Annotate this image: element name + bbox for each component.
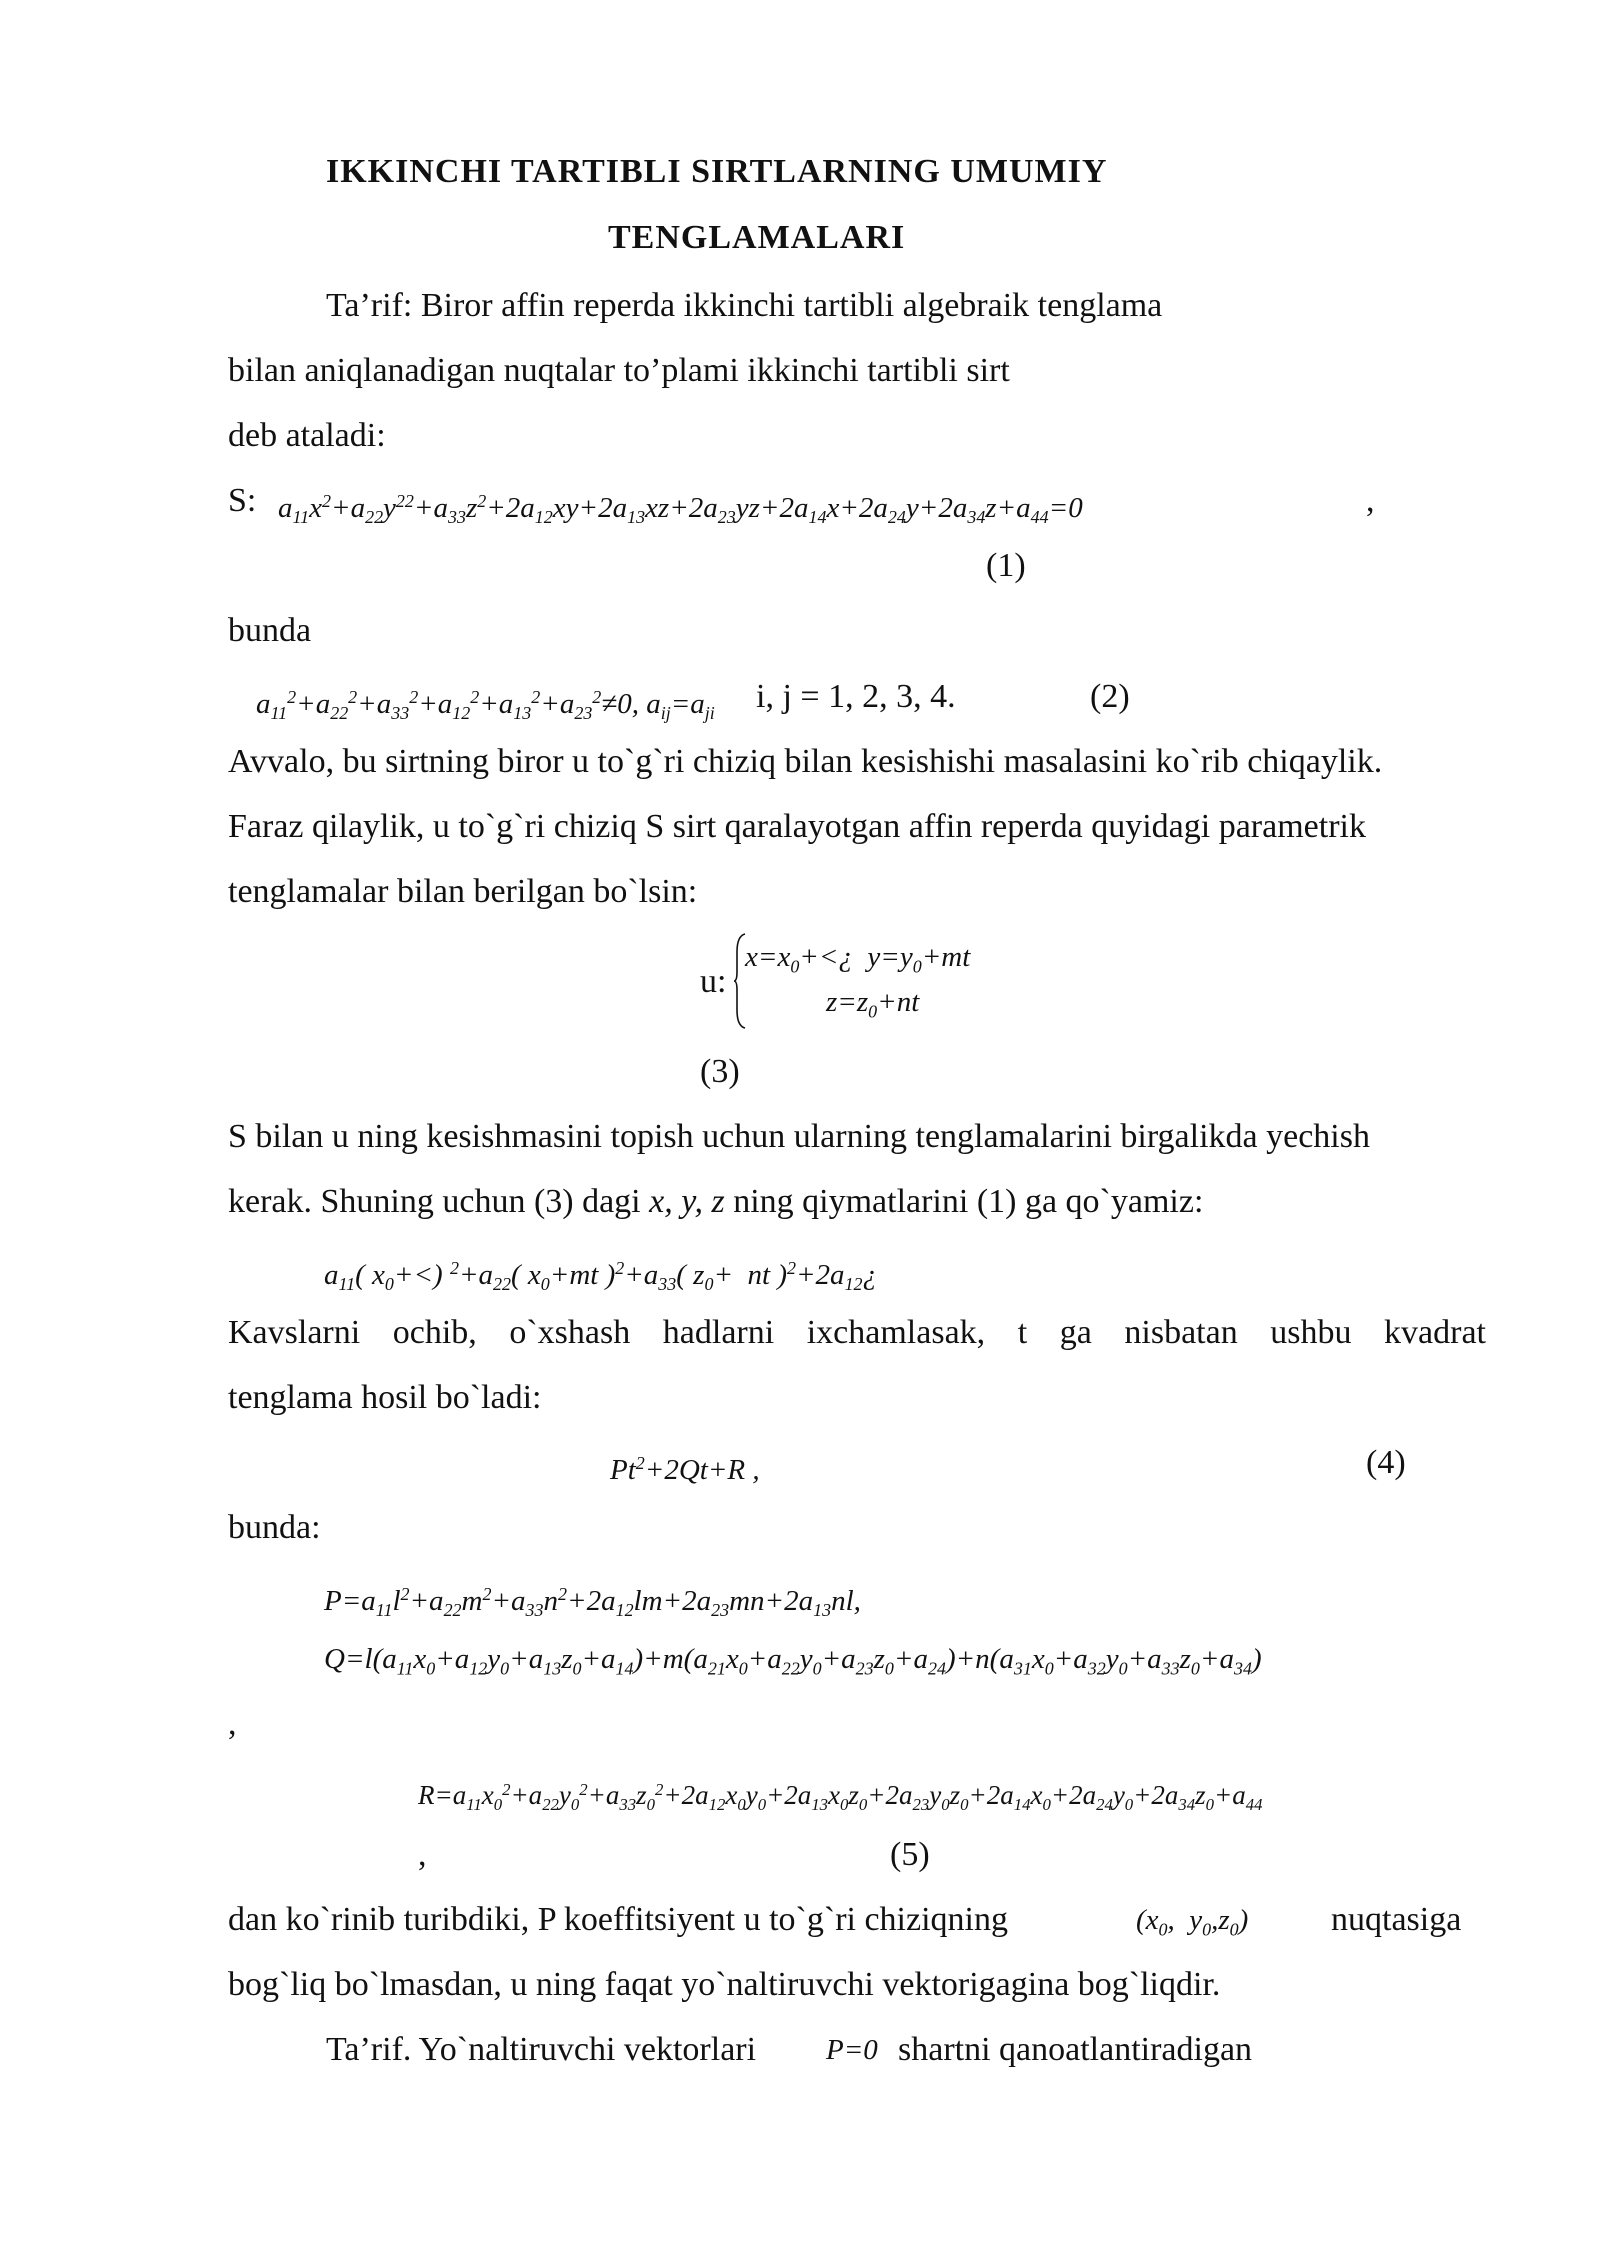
definition-2-end: shartni qanoatlantiradigan — [898, 2031, 1253, 2068]
definition-line-1: Ta’rif: Biror affin reperda ikkinchi tartibli algebraik tenglama — [326, 287, 1163, 324]
paragraph-2-line-2-start: kerak. Shuning uchun (3) dagi — [228, 1183, 650, 1220]
substitution-formula: $a_{11}$( $x_0+<$) $^2+a_{22}$( $x_0+mt$ )$^2+a_{33}$( $z_0+$ nt )$^2+2a_{12}¿$ — [324, 1258, 878, 1295]
equation-1-label: S: — [228, 482, 257, 519]
equation-4-number: (4) — [1366, 1444, 1406, 1481]
paragraph-2-line-2-end: ning qiymatlarini (1) ga qo`yamiz: — [724, 1183, 1204, 1220]
equation-1-number: (1) — [986, 547, 1026, 584]
equation-5-number: (5) — [890, 1836, 930, 1873]
equation-3-number: (3) — [700, 1053, 740, 1090]
point-coordinates: ($x_0$, $y_0,z_0$) — [1136, 1904, 1249, 1940]
bunda-label: bunda — [228, 612, 312, 649]
paragraph-3-line-1: Kavslarni ochib, o`xshash hadlarni ixchamlasak, t ga nisbatan ushbu kvadrat — [228, 1314, 1486, 1351]
paragraph-1-line-1: Avvalo, bu sirtning biror u to`g`ri chiziq bilan kesishishi masalasini ko`rib chiqaylik. — [228, 743, 1383, 780]
equation-2-tail: i, j = 1, 2, 3, 4. — [756, 678, 956, 715]
definition-line-2: bilan aniqlanadigan nuqtalar to’plami ikkinchi tartibli sirt — [228, 352, 1010, 389]
paragraph-2-line-2 — [228, 1182, 1203, 1222]
equation-1-formula: $a_{11}x^2+a_{22}y^{22}+a_{33}z^2+2a_{12}xy+2a_{13}xz+2a_{23}yz+2a_{14}x+2a_{24}y+2a_{34}z+a_{44}=0$ — [278, 491, 1083, 528]
definition-2-start: Ta’rif. Yo`naltiruvchi vektorlari — [326, 2031, 757, 2068]
paragraph-2-variables: x, y, z — [649, 1183, 725, 1220]
equation-p: $P=a_{11}l^2+a_{22}m^2+a_{33}n^2+2a_{12}lm+2a_{23}mn+2a_{13}nl$, — [324, 1584, 861, 1621]
title-line-1: IKKINCHI TARTIBLI SIRTLARNING UMUMIY — [326, 153, 1108, 190]
equation-3-row-1: $x=x_0+<¿$ $y=y_0+mt$ — [745, 941, 971, 977]
equation-4-formula: $Pt^2+2Qt+R$ , — [610, 1453, 760, 1486]
paragraph-4-line-1-start: dan ko`rinib turibdiki, P koeffitsiyent u to`g`ri chiziqning — [228, 1901, 1008, 1938]
equation-q-comma: , — [228, 1705, 237, 1742]
equation-3-label: u: — [700, 963, 727, 1000]
paragraph-3-line-2: tenglama hosil bo`ladi: — [228, 1379, 542, 1416]
equation-q: $Q=l(a_{11}x_0+a_{12}y_0+a_{13}z_0+a_{14})+m(a_{21}x_0+a_{22}y_0+a_{23}z_0+a_{24})+n(a_{31}x_0+a_{32}y_0+a_{33}z_0+a_{34})$ — [324, 1643, 1262, 1679]
equation-r-comma: , — [418, 1836, 427, 1873]
paragraph-1-line-2: Faraz qilaylik, u to`g`ri chiziq S sirt qaralayotgan affin reperda quyidagi parametrik — [228, 808, 1366, 845]
equation-2-formula: $a_{11}^2+a_{22}^2+a_{33}^2+a_{12}^2+a_{13}^2+a_{23}^2\ne 0$, $a_{ij}=a_{ji}$ — [256, 687, 715, 724]
bunda-label-2: bunda: — [228, 1509, 321, 1546]
paragraph-4-line-2: bog`liq bo`lmasdan, u ning faqat yo`naltiruvchi vektorigagina bog`liqdir. — [228, 1966, 1221, 2003]
equation-2-number: (2) — [1090, 678, 1130, 715]
title-line-2: TENGLAMALARI — [608, 219, 906, 256]
paragraph-1-line-3: tenglamalar bilan berilgan bo`lsin: — [228, 873, 698, 910]
paragraph-4-line-1-end: nuqtasiga — [1331, 1901, 1462, 1938]
definition-line-3: deb ataladi: — [228, 417, 386, 454]
paragraph-2-line-1: S bilan u ning kesishmasini topish uchun ularning tenglamalarini birgalikda yechish — [228, 1118, 1370, 1155]
definition-2-condition: P=0 — [826, 2034, 878, 2066]
equation-1-comma: , — [1366, 482, 1375, 519]
equation-r: $R=a_{11}x_0^2+a_{22}y_0^2+a_{33}z_0^2+2a_{12}x_0y_0+2a_{13}x_0z_0+2a_{23}y_0z_0+2a_{14}x_0+2a_{24}y_0+2a_{34}z_0+a_{44}$ — [418, 1780, 1263, 1815]
equation-3-row-2: $z=z_0+nt$ — [826, 986, 920, 1022]
